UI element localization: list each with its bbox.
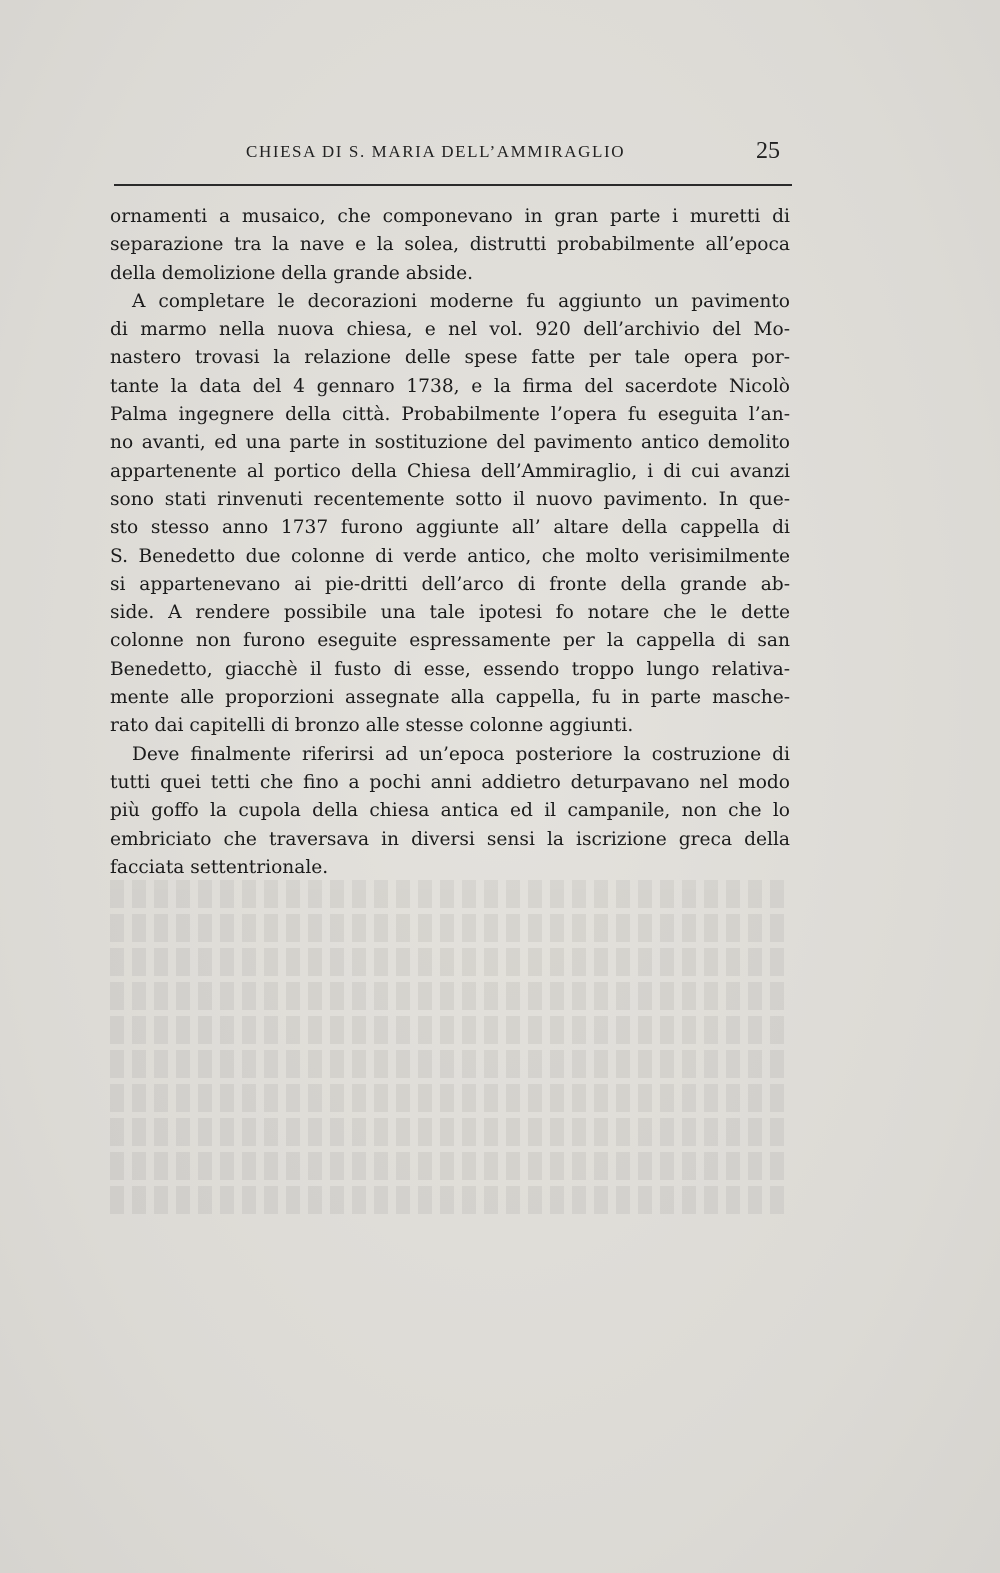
text-line: embriciato che traversava in diversi sensi la iscrizione greca della (110, 828, 790, 850)
text-line: tutti quei tetti che fino a pochi anni addietro deturpavano nel modo (110, 771, 790, 793)
text-line: side. A rendere possibile una tale ipotesi fo notare che le dette (110, 602, 790, 624)
text-line: S. Benedetto due colonne di verde antico, che molto verisimilmente (110, 545, 790, 567)
running-head (110, 138, 790, 168)
text-line: facciata settentrionale. (110, 856, 329, 878)
text-line: Palma ingegnere della città. Probabilmente l’opera fu eseguita l’an- (110, 404, 790, 426)
text-line: della demolizione della grande abside. (110, 262, 474, 284)
text-line: di marmo nella nuova chiesa, e nel vol. 920 dell’archivio del Mo- (110, 319, 790, 341)
text-line: Benedetto, giacchè il fusto di esse, essendo troppo lungo relativa- (110, 658, 790, 680)
text-line: appartenente al portico della Chiesa dell’Ammiraglio, i di cui avanzi (110, 460, 790, 482)
text-line: nastero trovasi la relazione delle spese fatte per tale opera por- (110, 347, 790, 369)
text-line: ornamenti a musaico, che componevano in gran parte i muretti di (110, 206, 790, 227)
bleed-through-texture (110, 880, 790, 1240)
body-text (110, 203, 790, 882)
header-rule (114, 184, 792, 186)
text-line: rato dai capitelli di bronzo alle stesse colonne aggiunti. (110, 715, 634, 737)
text-line: A completare le decorazioni moderne fu aggiunto un pavimento (132, 290, 790, 312)
running-title: CHIESA DI S. MARIA DELL’AMMIRAGLIO (246, 142, 626, 161)
text-line: separazione tra la nave e la solea, distrutti probabilmente all’epoca (110, 234, 790, 256)
text-line: si appartenevano ai pie-dritti dell’arco di fronte della grande ab- (110, 573, 790, 595)
text-line: più goffo la cupola della chiesa antica ed il campanile, non che lo (110, 800, 790, 822)
text-line: sto stesso anno 1737 furono aggiunte all’ altare della cappella di (110, 517, 790, 539)
text-line: tante la data del 4 gennaro 1738, e la firma del sacerdote Nicolò (110, 375, 790, 397)
text-line: Deve finalmente riferirsi ad un’epoca posteriore la costruzione di (132, 743, 790, 765)
text-line: colonne non furono eseguite espressamente per la cappella di san (110, 630, 790, 652)
text-line: mente alle proporzioni assegnate alla cappella, fu in parte masche- (110, 687, 790, 709)
text-line: no avanti, ed una parte in sostituzione del pavimento antico demolito (110, 432, 790, 454)
text-line: sono stati rinvenuti recentemente sotto il nuovo pavimento. In que- (110, 488, 790, 510)
page-number: 25 (756, 138, 780, 164)
